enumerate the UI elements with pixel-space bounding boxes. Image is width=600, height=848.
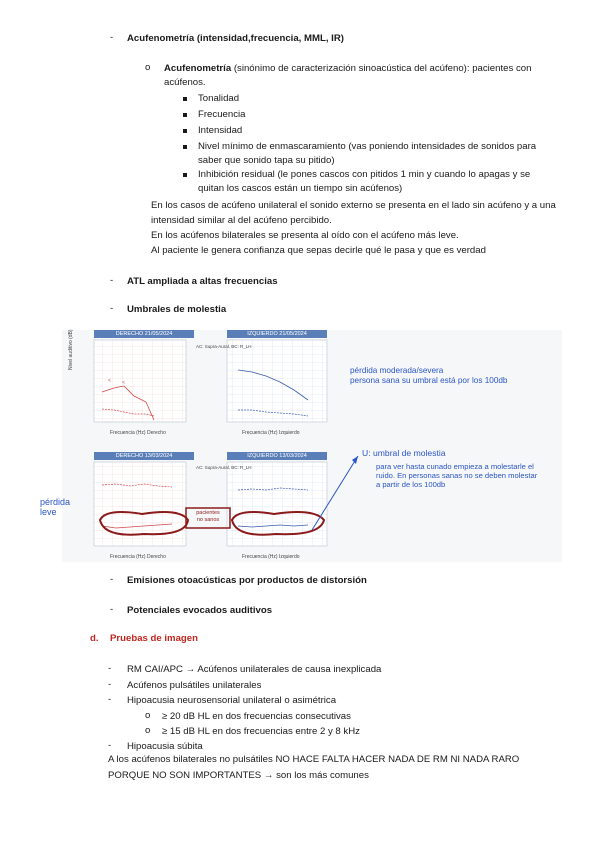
bullet-dash: -: [110, 32, 114, 43]
acufenometria-desc: (sinónimo de caracterización sinoacústica del acúfeno): pacientes con: [231, 63, 532, 74]
panel-header: DERECHO 13/03/2024: [115, 453, 173, 459]
audiogram-figure: [40, 329, 562, 562]
annotation-persona-sana: persona sana su umbral está por los 100db: [350, 376, 508, 385]
device-label: AC: Supra-Aural, BC: R_LH: [196, 344, 252, 349]
section-label-d: d.: [90, 633, 99, 644]
paragraph-line: intensidad similar al del acúfeno percibido.: [151, 215, 332, 226]
section-title-acufenometria: Acufenometría (intensidad,frecuencia, MML, IR): [127, 33, 344, 44]
audiogram-svg: [62, 330, 562, 562]
bullet-circle: o: [145, 710, 151, 721]
x-axis-label: Frecuencia (Hz) Izquierdo: [242, 430, 300, 436]
svg-text:<: <: [108, 378, 111, 384]
annotation-perdida-moderada: pérdida moderada/severa: [350, 366, 444, 375]
x-axis-label: Frecuencia (Hz) Derecho: [110, 554, 166, 560]
panel-header: IZQUIERDO 21/05/2024: [247, 331, 307, 337]
panel-header: IZQUIERDO 13/03/2024: [247, 453, 307, 459]
final-note-line2: PORQUE NO SON IMPORTANTES → son los más comunes: [108, 770, 369, 781]
section-title-umbrales: Umbrales de molestia: [127, 304, 227, 315]
panel-header: DERECHO 21/05/2024: [115, 331, 173, 337]
list-item-cont: quitan los cascos están un tiempo sin acúfenos): [198, 183, 403, 194]
device-label: AC: Supra-Aural, BC: R_LH: [196, 465, 252, 470]
annotation-pacientes-no-sanos: pacientes no sanos: [196, 510, 220, 523]
list-item: Frecuencia: [198, 109, 246, 120]
y-axis-label: Nivel auditivo (dB): [68, 329, 74, 370]
audiogram-panel-right-2024-05: [94, 330, 194, 422]
section-title-atl: ATL ampliada a altas frecuencias: [127, 276, 278, 287]
annotation-line: ruido. En personas sanas no se deben molestar: [376, 471, 538, 480]
acufenometria-definition: [164, 62, 531, 75]
bullet-circle: o: [145, 62, 151, 73]
bullet-square: [183, 173, 187, 177]
paragraph-line: En los acúfenos bilaterales se presenta al oído con el acúfeno más leve.: [151, 230, 459, 241]
acufenometria-term: Acufenometría: [164, 63, 232, 74]
sub-list-item: ≥ 15 dB HL en dos frecuencias entre 2 y 8 kHz: [162, 726, 360, 737]
paragraph-line: Al paciente le genera confianza que sepas decirle qué le pasa y que es verdad: [151, 245, 486, 256]
annotation-line: para ver hasta cunado empieza a molestarle el: [376, 462, 534, 471]
bullet-circle: o: [145, 725, 151, 736]
bullet-dash: -: [110, 303, 114, 314]
acufenometria-definition-line2: acúfenos.: [164, 77, 206, 88]
list-item: Hipoacusia súbita: [127, 741, 203, 752]
bullet-square: [183, 129, 187, 133]
bullet-dash: -: [110, 604, 114, 615]
annotation-umbral-molestia: U: umbral de molestia: [362, 448, 446, 458]
svg-text:<: <: [122, 380, 125, 386]
list-item: Intensidad: [198, 125, 243, 136]
section-title-pruebas-imagen: Pruebas de imagen: [110, 633, 198, 644]
bullet-dash: -: [108, 740, 112, 751]
annotation-perdida-leve: pérdida: [40, 497, 71, 507]
bullet-square: [183, 97, 187, 101]
section-title-emisiones: Emisiones otoacústicas por productos de distorsión: [127, 575, 367, 586]
paragraph-line: En los casos de acúfeno unilateral el sonido externo se presenta en el lado sin acúfeno y a una: [151, 200, 556, 211]
bullet-square: [183, 113, 187, 117]
bullet-dash: -: [108, 694, 112, 705]
section-title-potenciales: Potenciales evocados auditivos: [127, 605, 273, 616]
list-item: Inhibición residual (le pones cascos con pitidos 1 min y cuando lo apagas y se: [198, 169, 531, 180]
bullet-dash: -: [110, 275, 114, 286]
list-item: Hipoacusia neurosensorial unilateral o asimétrica: [127, 695, 337, 706]
list-item-cont: saber que sonido tapa su pitido): [198, 155, 335, 166]
bullet-dash: -: [110, 574, 114, 585]
sub-list-item: ≥ 20 dB HL en dos frecuencias consecutivas: [162, 711, 351, 722]
list-item: Tonalidad: [198, 93, 240, 104]
list-item: Acúfenos pulsátiles unilaterales: [127, 680, 262, 691]
x-axis-label: Frecuencia (Hz) Izquierdo: [242, 554, 300, 560]
final-note-line1: A los acúfenos bilaterales no pulsátiles NO HACE FALTA HACER NADA DE RM NI NADA RARO: [108, 754, 520, 765]
bullet-dash: -: [108, 679, 112, 690]
list-item: RM CAI/APC → Acúfenos unilaterales de causa inexplicada: [127, 664, 382, 675]
annotation-perdida-leve-2: leve: [40, 507, 57, 517]
bullet-square: [183, 145, 187, 149]
x-axis-label: Frecuencia (Hz) Derecho: [110, 430, 166, 436]
list-item: Nivel mínimo de enmascaramiento (vas poniendo intensidades de sonidos para: [198, 141, 537, 152]
annotation-line: a partir de los 100db: [376, 480, 446, 489]
bullet-dash: -: [108, 663, 112, 674]
